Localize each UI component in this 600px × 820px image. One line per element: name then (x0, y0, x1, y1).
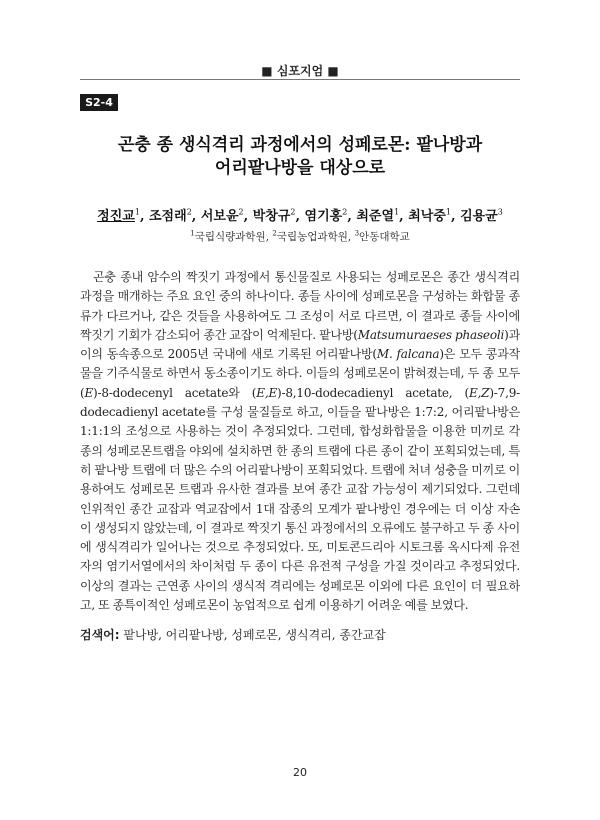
abstract-text: )-8,10-dodecadienyl acetate, ( (277, 385, 469, 400)
isomer-label: E (84, 385, 94, 400)
abstract-text: )-7,9-dodecadienyl acetate를 구성 물질들로 하고, 이들을 팥나방은 1:7:2, 어리팥나방은 1:1:1의 조성으로 사용하는 것이 추정되었다. 그런데, 합성화합물을 이용한 미끼로 각 종의 성페로몬트랩을 야외에 설치하면 한 종의 트랩에 다른 종이 같이 포획되었는데, 특히 팥나방 트랩에 더 많은 수의 어리팥나방이 포획되었다. 트랩에 처녀 성충을 미끼로 이용하여도 성페로몬 트랩과 유사한 결과를 보여 종간 교잡 가능성이 제기되었다. 그런데 인위적인 종간 교잡과 역교잡에서 1대 잡종의 모계가 팥나방인 경우에는 더 이상 자손이 생성되지 않았는데, 이 결과로 짝짓기 통신 과정에서의 오류에도 불구하고 두 종 사이에 생식격리가 일어나는 것으로 추정되었다. 또, 미토콘드리아 시토크롬 옥시다제 유전자의 염기서열에서의 차이처럼 두 종이 다른 유전적 구성을 가질 것이라고 추정되었다. 이상의 결과는 근연종 사이의 생식적 격리에는 성페로몬 이외에 다른 요인이 더 필요하고, 또 종특이적인 성페로몬이 농업적으로 쉽게 이용하기 어려운 예를 보였다. (80, 385, 520, 613)
title-line-2: 어리팥나방을 대상으로 (214, 158, 386, 178)
author-affiliation-mark: 2 (290, 207, 296, 217)
author-affiliation-mark: 2 (342, 207, 348, 217)
abstract-text: )은 모두 콩과작물을 기주식물로 하면서 동소종이기도 하다. 이들의 성페로몬이 밝혀졌는데, 두 종 모두 ( (80, 347, 520, 400)
page-number: 20 (293, 766, 307, 779)
keywords-label: 검색어: (80, 628, 120, 642)
affiliation-name: 국립농업과학원 (276, 231, 348, 243)
running-header: ■ 심포지엄 ■ (261, 64, 339, 78)
author-name: 정진교 (97, 209, 135, 224)
session-code-badge: S2-4 (80, 94, 118, 111)
keywords-line (80, 626, 520, 643)
author-affiliation-mark: 2 (186, 207, 192, 217)
author-affiliation-mark: 3 (497, 207, 503, 217)
isomer-label: E,Z (469, 385, 490, 400)
affiliation-name: 안동대학교 (359, 231, 410, 243)
author-list: 정진교$^1$, 조점래$^2$, 서보윤$^2$, 박창규$^2$, 염기홍$^2$, 최준열$^1$, 최낙중$^1$, 김용균$^3$ (97, 207, 503, 224)
scientific-name: M. falcana (376, 347, 440, 362)
author-name: 조점래 (149, 209, 187, 224)
abstract-body (80, 268, 520, 615)
abstract-text: )과 이의 동속종으로 2005년 국내에 새로 기록된 어리팥나방( (80, 327, 520, 362)
header-rule (80, 79, 520, 80)
author-name: 박창규 (252, 209, 291, 224)
isomer-label: E,E (256, 385, 277, 400)
affiliation-number: 3 (354, 229, 360, 238)
author-affiliation-mark: 1 (394, 207, 400, 217)
abstract-text: 곤충 종내 암수의 짝짓기 과정에서 통신물질로 사용되는 성페로몬은 종간 생식격리 과정을 매개하는 주요 요인 중의 하나이다. 종들 사이에 성페로몬을 구성하는 화합물 종류가 다르거나, 같은 것들을 사용하여도 그 조성이 서로 다르면, 이 결과로 종들 사이에 짝짓기 기회가 감소되어 종간 교잡이 억제된다. 팥나방( (80, 270, 520, 342)
author-affiliation-mark: 2 (238, 207, 244, 217)
affiliation-list: $^1$국립식량과학원, $^2$국립농업과학원, $^3$안동대학교 (190, 229, 410, 243)
paper-title (80, 134, 520, 180)
author-name: 염기홍 (304, 209, 343, 224)
author-affiliation-mark: 1 (134, 207, 140, 217)
affiliation-number: 1 (190, 229, 195, 238)
affiliation-number: 2 (272, 229, 277, 238)
affiliation-name: 국립식량과학원 (194, 231, 266, 243)
title-line-1: 곤충 종 생식격리 과정에서의 성페로몬: 팥나방과 (117, 135, 483, 155)
author-name: 최낙중 (408, 209, 446, 224)
abstract-text: )-8-dodecenyl acetate와 ( (93, 385, 257, 400)
author-name: 서보윤 (200, 209, 239, 224)
author-name: 김용균 (460, 209, 498, 224)
author-affiliation-mark: 1 (445, 207, 451, 217)
author-name: 최준열 (356, 209, 395, 224)
scientific-name: Matsumuraeses phaseoli (357, 327, 505, 342)
keywords-text: 팥나방, 어리팥나방, 성페로몬, 생식격리, 종간교잡 (123, 628, 386, 642)
